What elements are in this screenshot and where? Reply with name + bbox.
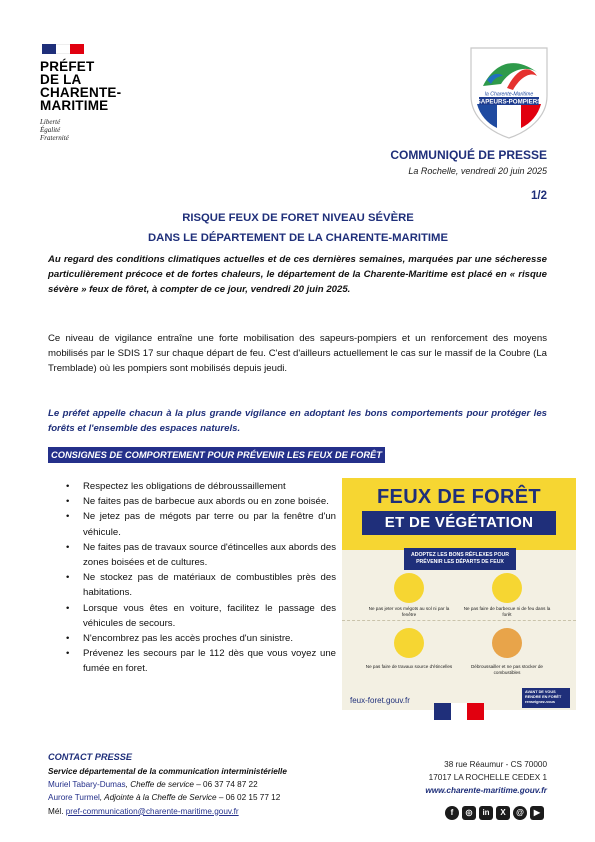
barbecue-icon [492, 573, 522, 603]
x-icon[interactable]: X [496, 806, 510, 820]
address-line-1: 38 rue Réaumur - CS 70000 [444, 760, 547, 769]
list-item: • Ne jetez pas de mégots par terre ou par la fenêtre d'un véhicule. [66, 509, 336, 539]
poster-subtitle: ET DE VÉGÉTATION [384, 514, 534, 531]
poster-banner: ADOPTEZ LES BONS RÉFLEXES POUR PRÉVENIR LES DÉPARTS DE FEUX [404, 548, 516, 570]
forest-fire-poster [342, 478, 576, 710]
poster-subtitle-box [362, 511, 556, 535]
list-item: • Ne faites pas de travaux source d'étincelles aux abords des zones boisées et de cultures. [66, 540, 336, 570]
sdis-shield-logo [467, 44, 551, 140]
sdis-logo-line2: SAPEURS-POMPIERS [476, 98, 542, 106]
contact-role: , Adjointe à la Cheffe de Service [99, 793, 217, 803]
contact-line-1 [48, 778, 287, 791]
social-icons [445, 806, 544, 820]
threads-icon[interactable]: @ [513, 806, 527, 820]
contact-title: CONTACT PRESSE [48, 752, 133, 762]
poster-caption: Ne pas faire de travaux source d'étincelles [365, 664, 453, 669]
list-item: • N'encombrez pas les accès proches d'un sinistre. [66, 631, 336, 646]
poster-title: FEUX DE FORÊT [377, 486, 541, 508]
address-block [425, 758, 547, 797]
service-name: Service départemental de la communication interministérielle [48, 767, 287, 776]
contact-phone: – 06 37 74 87 22 [193, 780, 258, 790]
marianne-flag-icon [42, 44, 84, 54]
list-item: • Respectez les obligations de débroussaillement [66, 479, 336, 494]
prefect-appeal-paragraph: Le préfet appelle chacun à la plus grande vigilance en adoptant les bons comportements pour protéger les forêts et l'ensemble des espaces naturels. [48, 408, 547, 435]
government-flag-icon [434, 703, 484, 720]
document-title [48, 208, 548, 248]
contact-block [48, 765, 287, 818]
contact-name: Aurore Turmel [48, 793, 100, 803]
republic-motto: Liberté Égalité Fraternité [40, 118, 69, 142]
instagram-icon[interactable]: ◎ [462, 806, 476, 820]
intro-paragraph: Au regard des conditions climatiques actuelles et de ces dernières semaines, marquées par une sécheresse particulièrement précoce et de fortes chaleurs, le département de la Charente-Maritime est placé en « risque sévère » feux de fôret, à compter de ce jour, vendredi 20 juin 2025. [48, 254, 547, 296]
youtube-icon[interactable]: ▶ [530, 806, 544, 820]
cigarette-icon [394, 573, 424, 603]
prefecture-name: PRÉFET DE LA CHARENTE- MARITIME [40, 59, 122, 113]
page-number: 1/2 [531, 190, 547, 202]
release-date: La Rochelle, vendredi 20 juin 2025 [408, 166, 547, 176]
title-line-1: RISQUE FEUX DE FORET NIVEAU SÉVÈRE [182, 212, 414, 224]
linkedin-icon[interactable]: in [479, 806, 493, 820]
contact-role: , Cheffe de service [125, 780, 194, 790]
consignes-list [66, 479, 336, 677]
list-item: • Ne faites pas de barbecue aux abords ou en zone boisée. [66, 494, 336, 509]
facebook-icon[interactable]: f [445, 806, 459, 820]
poster-divider [342, 620, 576, 621]
address-line-2: 17017 LA ROCHELLE CEDEX 1 [428, 773, 547, 782]
poster-caption: Débroussailler et ne pas stocker de combustibles [470, 664, 543, 675]
contact-phone: – 06 02 15 77 12 [216, 793, 281, 803]
website-link[interactable]: www.charente-maritime.gouv.fr [425, 786, 547, 795]
contact-name: Muriel Tabary-Dumas [48, 780, 126, 790]
poster-caption: Ne pas faire de barbecue ni de feu dans la forêt [463, 606, 551, 617]
title-line-2: DANS LE DÉPARTEMENT DE LA CHARENTE-MARITIME [148, 232, 448, 244]
mail-label: Mél. [48, 806, 66, 816]
tools-icon [394, 628, 424, 658]
press-release-label: COMMUNIQUÉ DE PRESSE [390, 148, 547, 162]
list-item: • Lorsque vous êtes en voiture, facilitez le passage des véhicules de secours. [66, 601, 336, 631]
consignes-heading: CONSIGNES DE COMPORTEMENT POUR PRÉVENIR LES FEUX DE FORÊT [48, 447, 385, 463]
house-icon [492, 628, 522, 658]
vigilance-paragraph: Ce niveau de vigilance entraîne une forte mobilisation des sapeurs-pompiers et un renforcement des moyens mobilisés par le SDIS 17 sur chaque départ de feu. C'est d'ailleurs actuellement le cas sur le massif de la Coubre (La Tremblade) où les pompiers sont mobilisés depuis jeudi. [48, 333, 547, 375]
contact-line-2 [48, 791, 287, 804]
contact-email-link[interactable]: pref-communication@charente-maritime.gouv.fr [65, 806, 239, 816]
contact-mail-line [48, 805, 287, 818]
poster-badge: AVANT DE VOUS RENDRE EN FORÊT renseignez-vous [522, 688, 570, 708]
poster-caption: Ne pas jeter vos mégots au sol ni par la fenêtre [368, 606, 450, 617]
prefecture-logo [40, 44, 150, 142]
sdis-logo-line1: la Charente-Maritime [484, 91, 534, 98]
list-item: • Ne stockez pas de matériaux de combustibles près des habitations. [66, 570, 336, 600]
list-item: • Prévenez les secours par le 112 dès que vous voyez une fumée en foret. [66, 646, 336, 676]
poster-website: feux-foret.gouv.fr [350, 696, 410, 705]
